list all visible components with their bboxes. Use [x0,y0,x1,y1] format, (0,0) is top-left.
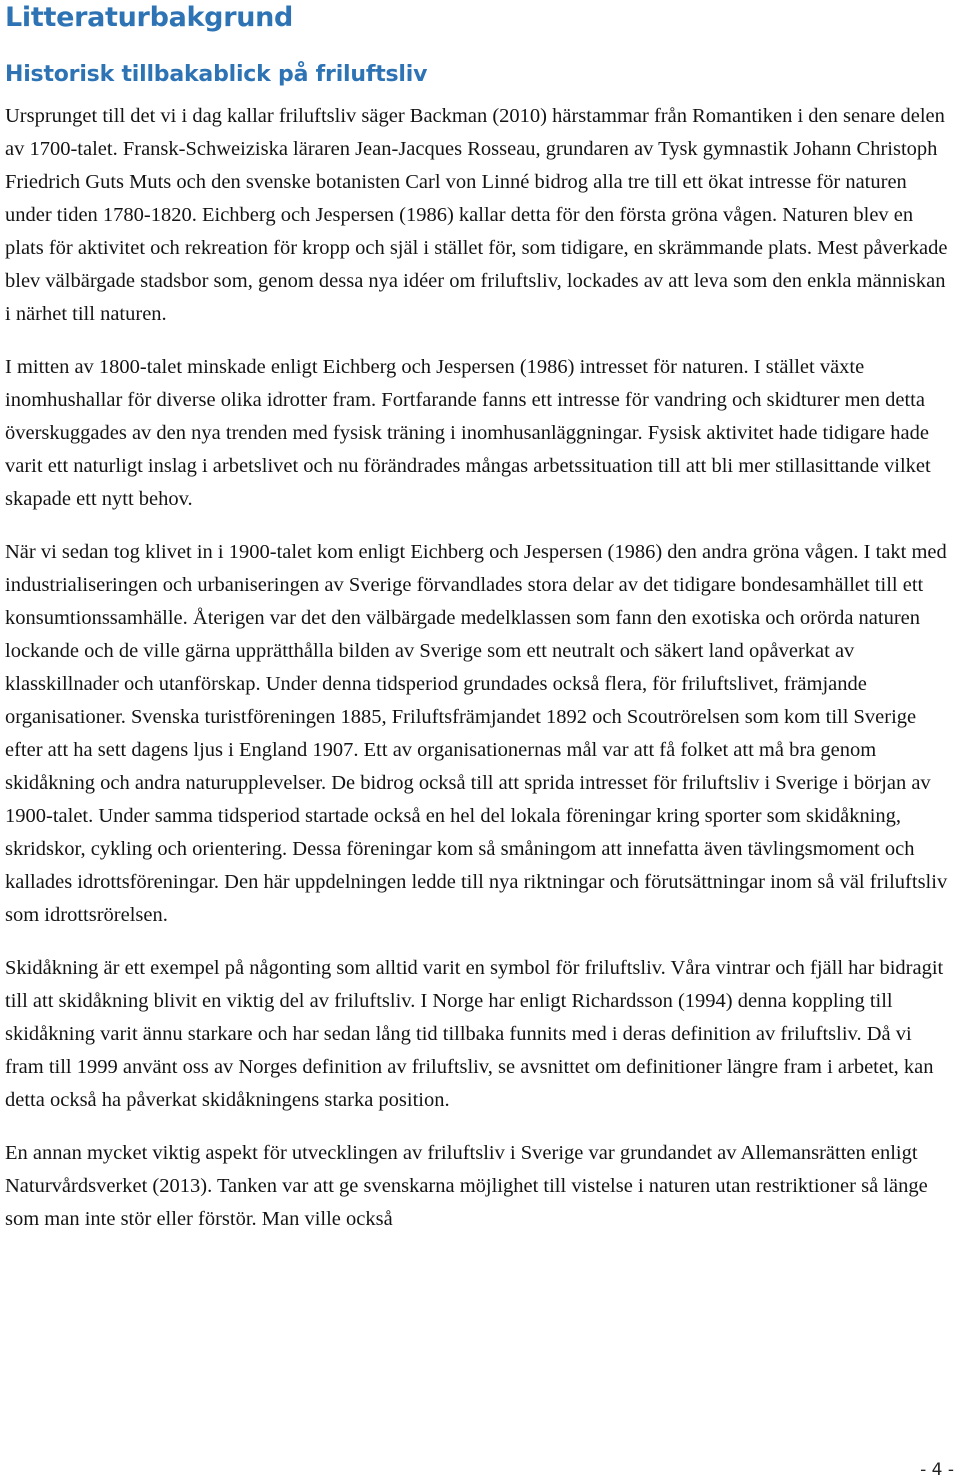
paragraph-1900s: När vi sedan tog klivet in i 1900-talet kom enligt Eichberg och Jespersen (1986) den andra gröna vågen. I takt med industrialiseringen och urbaniseringen av Sverige förvandlades stora delar av det tidigare bondesamhället till ett konsumtionssamhälle. Återigen var det den välbärgade medelklassen som fann den exotiska och orörda naturen lockande och de ville gärna upprätthålla bilden av Sverige som ett neutralt och säkert land opåverkat av klasskillnader och utanförskap. Under denna tidsperiod grundades också flera, för friluftslivet, främjande organisationer. Svenska turistföreningen 1885, Friluftsfrämjandet 1892 och Scoutrörelsen som kom till Sverige efter att ha sett dagens ljus i England 1907. Ett av organisationernas mål var att få folket att må bra genom skidåkning och andra naturupplevelser. De bidrog också till att sprida intresset för friluftsliv i Sverige i början av 1900-talet. Under samma tidsperiod startade också en hel del lokala föreningar kring sporter som skidåkning, skridskor, cykling och orientering. Dessa föreningar kom så småningom att innefatta även tävlingsmoment och kallades idrottsföreningar. Den här uppdelningen ledde till nya riktningar och förutsättningar inom så väl friluftsliv som idrottsrörelsen. [5,541,948,926]
chapter-title: Litteraturbakgrund [5,2,294,33]
paragraph-skiing: Skidåkning är ett exempel på någonting som alltid varit en symbol för friluftsliv. Våra vintrar och fjäll har bidragit till att skidåkning blivit en viktig del av friluftsliv. I Norge har enligt Richardsson (1994) denna koppling till skidåkning varit ännu starkare och har sedan lång tid tillbaka funnits med i deras definition av friluftsliv. Då vi fram till 1999 använt oss av Norges definition av friluftsliv, se avsnittet om definitioner längre fram i arbetet, kan detta också ha påverkat skidåkningens starka position. [5,957,944,1111]
paragraph-allemansratten: En annan mycket viktig aspekt för utvecklingen av friluftsliv i Sverige var grundandet av Allemansrätten enligt Naturvårdsverket (2013). Tanken var att ge svenskarna möjlighet till vistelse i naturen utan restriktioner så länge som man inte stör eller förstör. Man ville också [5,1142,928,1230]
section-title: Historisk tillbakablick på friluftsliv [5,62,428,87]
paragraph-1800s: I mitten av 1800-talet minskade enligt Eichberg och Jespersen (1986) intresset för naturen. I stället växte inomhushallar för diverse olika idrotter fram. Fortfarande fanns ett intresse för vandring och skidturer men detta överskuggades av den nya trenden med fysisk träning i inomhusanläggningar. Fysisk aktivitet hade tidigare hade varit ett naturligt inslag i arbetslivet och nu förändrades mångas arbetssituation till att bli mer stillasittande vilket skapade ett nytt behov. [5,356,931,510]
body-text [5,100,955,1256]
page-number: - 4 - [920,1460,954,1480]
paragraph-origins: Ursprunget till det vi i dag kallar friluftsliv säger Backman (2010) härstammar från Romantiken i den senare delen av 1700-talet. Fransk-Schweiziska läraren Jean-Jacques Rosseau, grundaren av Tysk gymnastik Johann Christoph Friedrich Guts Muts och den svenske botanisten Carl von Linné bidrog alla tre till ett ökat intresse för naturen under tiden 1780-1820. Eichberg och Jespersen (1986) kallar detta för den första gröna vågen. Naturen blev en plats för aktivitet och rekreation för kropp och själ i stället för, som tidigare, en skrämmande plats. Mest påverkade blev välbärgade stadsbor som, genom dessa nya idéer om friluftsliv, lockades av att leva som den enkla människan i närhet till naturen. [5,105,948,325]
